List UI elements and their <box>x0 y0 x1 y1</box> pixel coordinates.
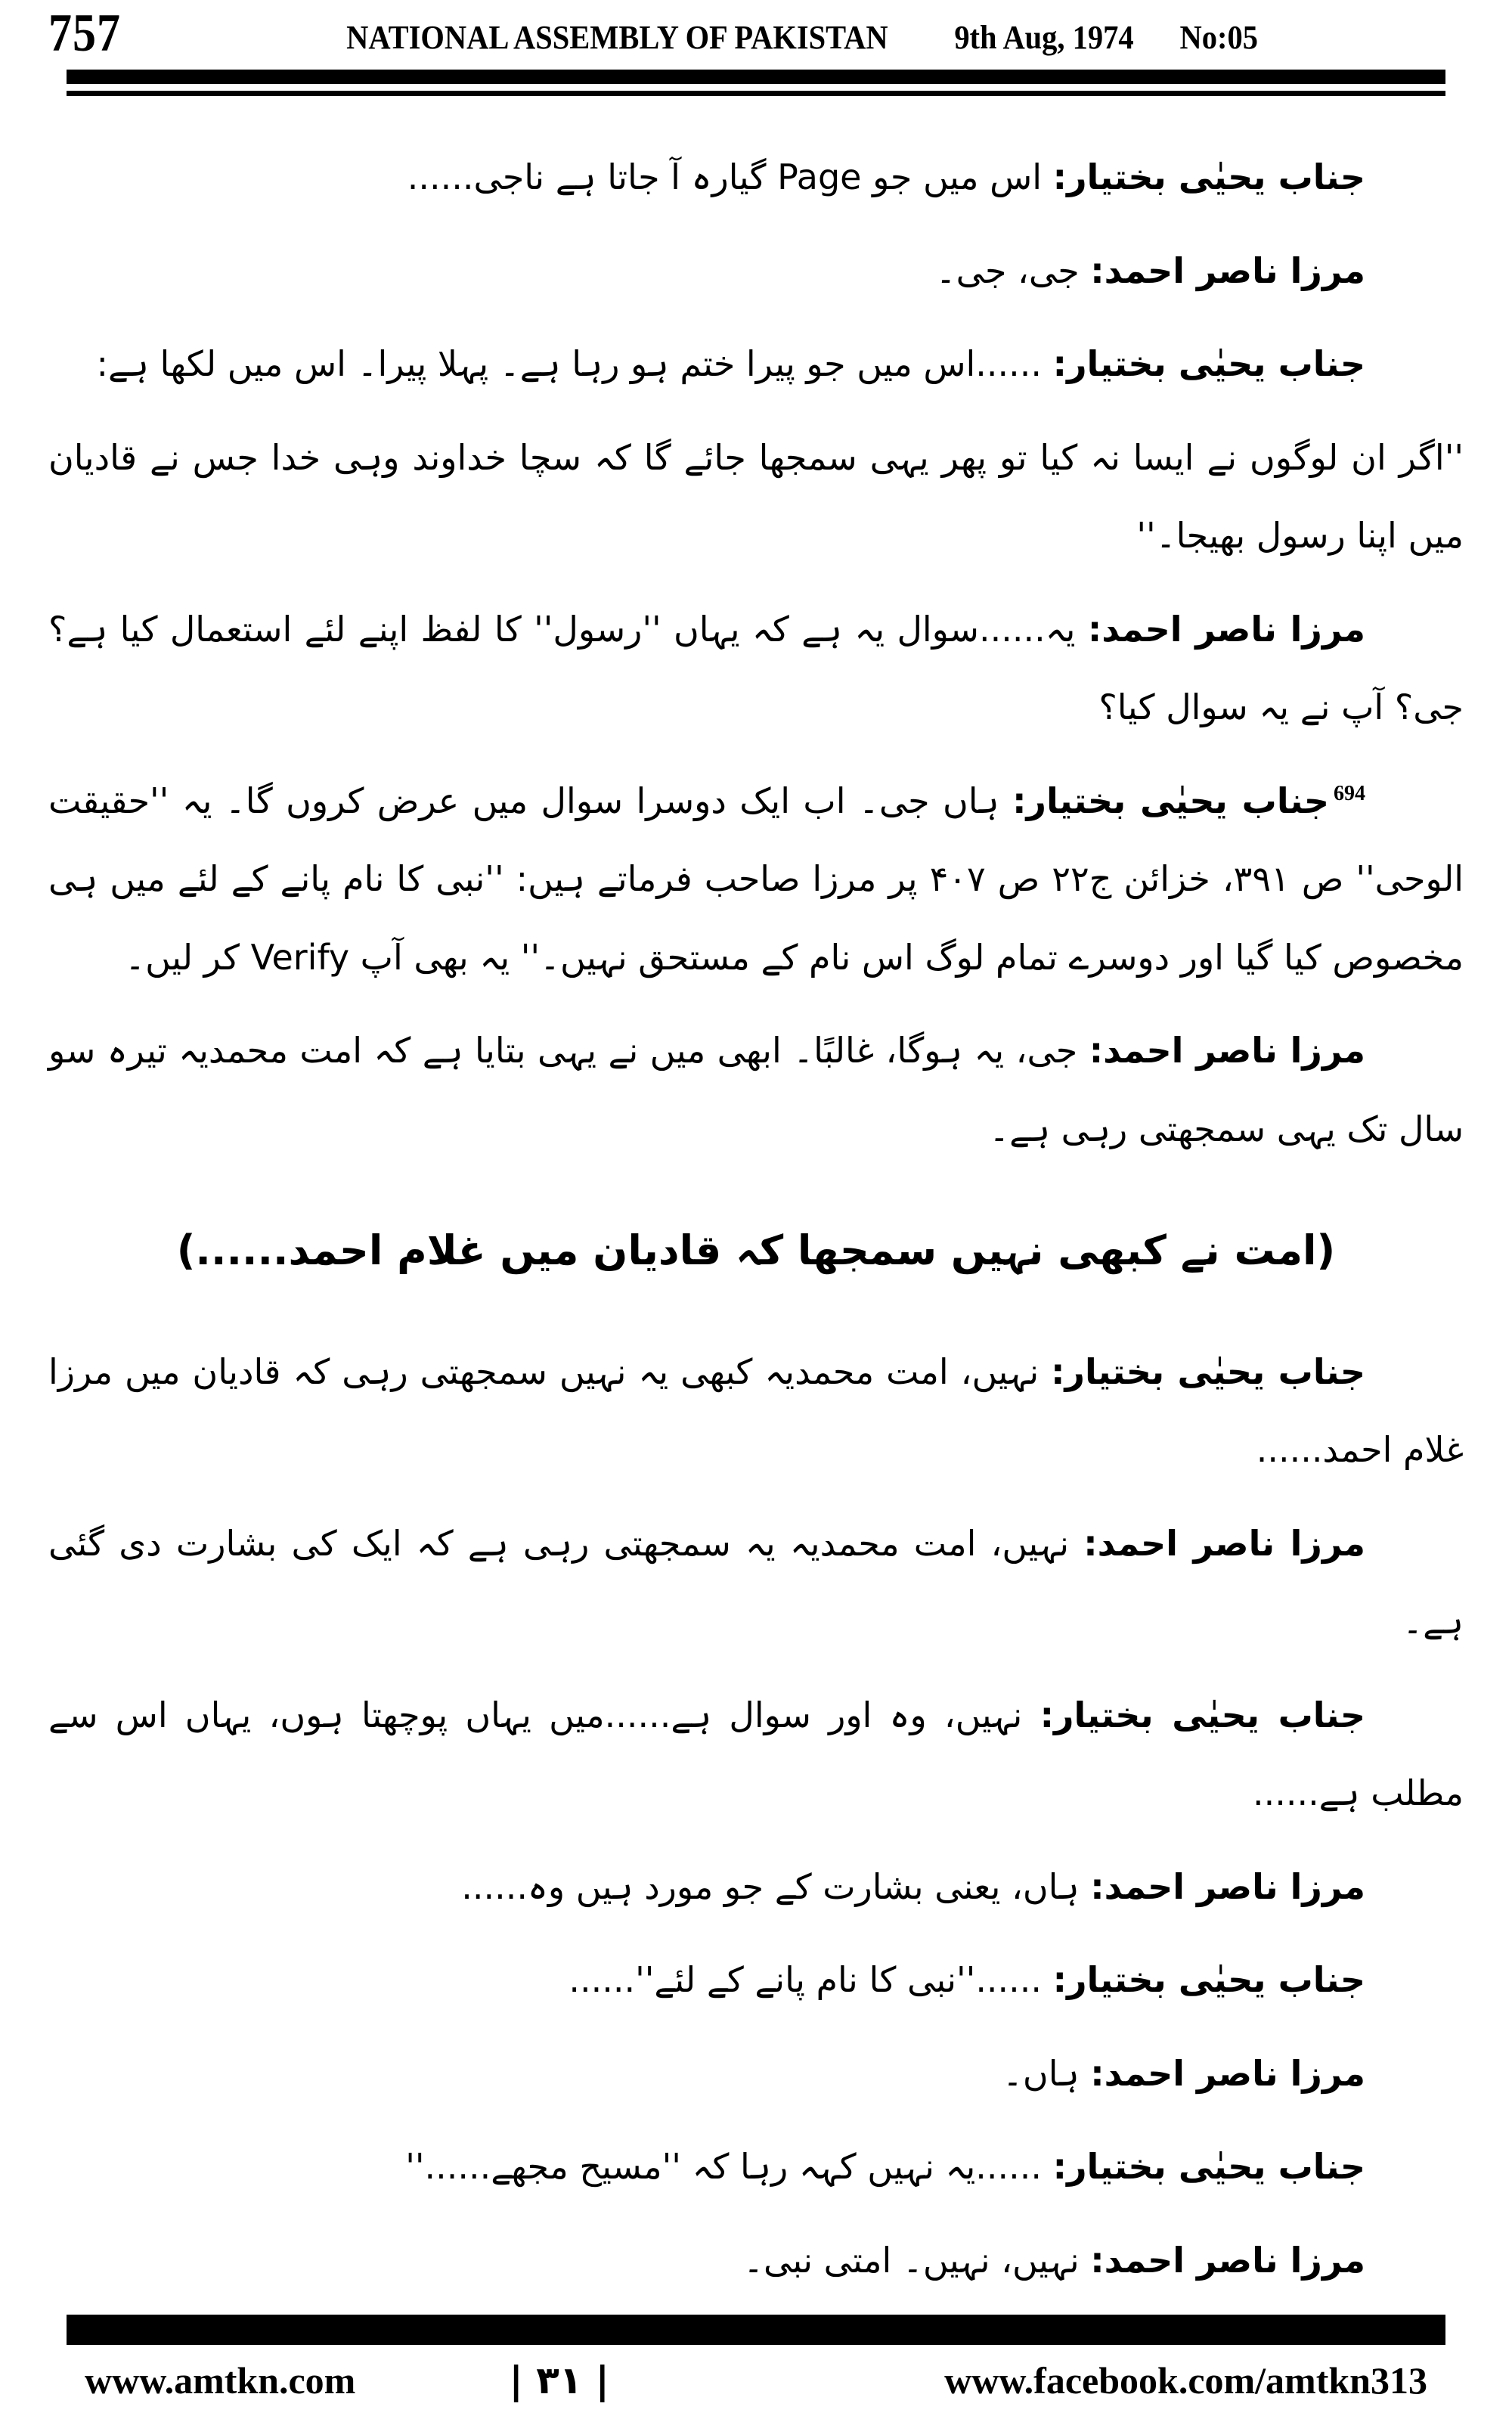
dialogue-text: ہاں جی۔ اب ایک دوسرا سوال میں عرض کروں گا۔ یہ ''حقیقت الوحی'' ص ۳۹۱، خزائن ج۲۲ ص ۴۰۷ پر مرزا صاحب فرماتے ہیں: ''نبی کا نام پانے کے لئے میں ہی مخصوص کیا گیا اور دوسرے تمام لوگ اس نام کے مستحق نہیں۔'' یہ بھی آپ Verify کر لیں۔ <box>48 780 1464 978</box>
header-rule <box>67 70 1445 96</box>
dialogue-text: ہاں۔ <box>1002 2052 1080 2094</box>
speaker-name: جناب یحیٰی بختیار: <box>1012 780 1330 821</box>
speaker-name: جناب یحیٰی بختیار: <box>1052 343 1365 385</box>
document-date: 9th Aug, 1974 <box>954 19 1134 56</box>
speaker-name: جناب یحیٰی بختیار: <box>1052 157 1365 198</box>
dialogue-paragraph <box>48 1505 1464 1661</box>
quote-text: ''اگر ان لوگوں نے ایسا نہ کیا تو پھر یہی سمجھا جائے گا کہ سچا خداوند وہی خدا جس نے قادیان میں اپنا رسول بھیجا۔'' <box>48 436 1464 557</box>
dialogue-text: جی، جی۔ <box>935 250 1080 291</box>
document-title: NATIONAL ASSEMBLY OF PAKISTAN <box>346 19 889 56</box>
speaker-name: مرزا ناصر احمد: <box>1083 1522 1366 1564</box>
speaker-name: جناب یحیٰی بختیار: <box>1040 1694 1366 1735</box>
document-issue-number: No:05 <box>1179 19 1259 56</box>
dialogue-paragraph <box>48 1676 1464 1833</box>
dialogue-text: ......اس میں جو پیرا ختم ہو رہا ہے۔ پہلا پیرا۔ اس میں لکھا ہے: <box>96 343 1043 385</box>
dialogue-paragraph <box>48 591 1464 747</box>
dialogue-paragraph <box>48 1941 1464 2020</box>
page-footer <box>0 2315 1512 2422</box>
dialogue-paragraph <box>48 2222 1464 2300</box>
speaker-name: مرزا ناصر احمد: <box>1089 1030 1365 1071</box>
dialogue-paragraph <box>48 2128 1464 2206</box>
footer-page-number: | ۳۱ | <box>509 2358 609 2403</box>
footer-website: www.amtkn.com <box>85 2359 356 2402</box>
footnote-marker: 694 <box>1334 782 1366 806</box>
transcript-body <box>0 96 1512 2315</box>
dialogue-text: نہیں، امت محمدیہ یہ سمجھتی رہی ہے کہ ایک کی بشارت دی گئی ہے۔ <box>48 1522 1464 1642</box>
dialogue-text: یہ......سوال یہ ہے کہ یہاں ''رسول'' کا لفظ اپنے لئے استعمال کیا ہے؟ جی؟ آپ نے یہ سوال کیا؟ <box>48 608 1464 728</box>
speaker-name: مرزا ناصر احمد: <box>1090 1865 1365 1907</box>
speaker-name: مرزا ناصر احمد: <box>1090 250 1365 291</box>
dialogue-text: جی، یہ ہوگا، غالبًا۔ ابھی میں نے یہی بتایا ہے کہ امت محمدیہ تیرہ سو سال تک یہی سمجھتی رہی ہے۔ <box>48 1030 1464 1149</box>
dialogue-paragraph <box>48 2035 1464 2113</box>
dialogue-paragraph <box>48 1333 1464 1490</box>
dialogue-paragraph <box>48 138 1464 217</box>
footer-facebook: www.facebook.com/amtkn313 <box>944 2359 1427 2402</box>
section-heading: (امت نے کبھی نہیں سمجھا کہ قادیان میں غلام احمد......) <box>176 1227 1336 1275</box>
dialogue-paragraph <box>48 762 1464 997</box>
speaker-name: مرزا ناصر احمد: <box>1090 2052 1365 2094</box>
dialogue-text: ......''نبی کا نام پانے کے لئے''...... <box>569 1959 1043 2001</box>
dialogue-text: نہیں، امت محمدیہ کبھی یہ نہیں سمجھتی رہی کہ قادیان میں مرزا غلام احمد...... <box>48 1351 1464 1471</box>
dialogue-paragraph <box>48 1848 1464 1927</box>
title-group <box>121 18 1464 57</box>
dialogue-text: ہاں، یعنی بشارت کے جو مورد ہیں وہ...... <box>461 1865 1080 1907</box>
page-header <box>0 0 1512 64</box>
quote-paragraph <box>48 419 1464 575</box>
dialogue-paragraph <box>48 1012 1464 1168</box>
header-rule-thin <box>67 91 1445 96</box>
dialogue-text: نہیں، نہیں۔ امتی نبی۔ <box>743 2239 1080 2281</box>
header-rule-thick <box>67 70 1445 84</box>
speaker-name: مرزا ناصر احمد: <box>1087 608 1365 650</box>
footer-rule <box>67 2315 1445 2345</box>
footer-text-row <box>0 2358 1512 2402</box>
dialogue-text: ......یہ نہیں کہہ رہا کہ ''مسیح مجھے......'' <box>405 2146 1043 2188</box>
dialogue-text: نہیں، وہ اور سوال ہے......میں یہاں پوچھتا ہوں، یہاں اس سے مطلب ہے...... <box>48 1694 1464 1814</box>
speaker-name: جناب یحیٰی بختیار: <box>1052 1959 1365 2001</box>
speaker-name: جناب یحیٰی بختیار: <box>1051 1351 1366 1392</box>
dialogue-text: اس میں جو Page گیارہ آ جاتا ہے ناجی...... <box>407 157 1043 198</box>
speaker-name: مرزا ناصر احمد: <box>1090 2239 1365 2281</box>
dialogue-paragraph <box>48 325 1464 404</box>
speaker-name: جناب یحیٰی بختیار: <box>1052 2146 1365 2188</box>
page-number: 757 <box>48 3 121 64</box>
dialogue-paragraph <box>48 232 1464 311</box>
